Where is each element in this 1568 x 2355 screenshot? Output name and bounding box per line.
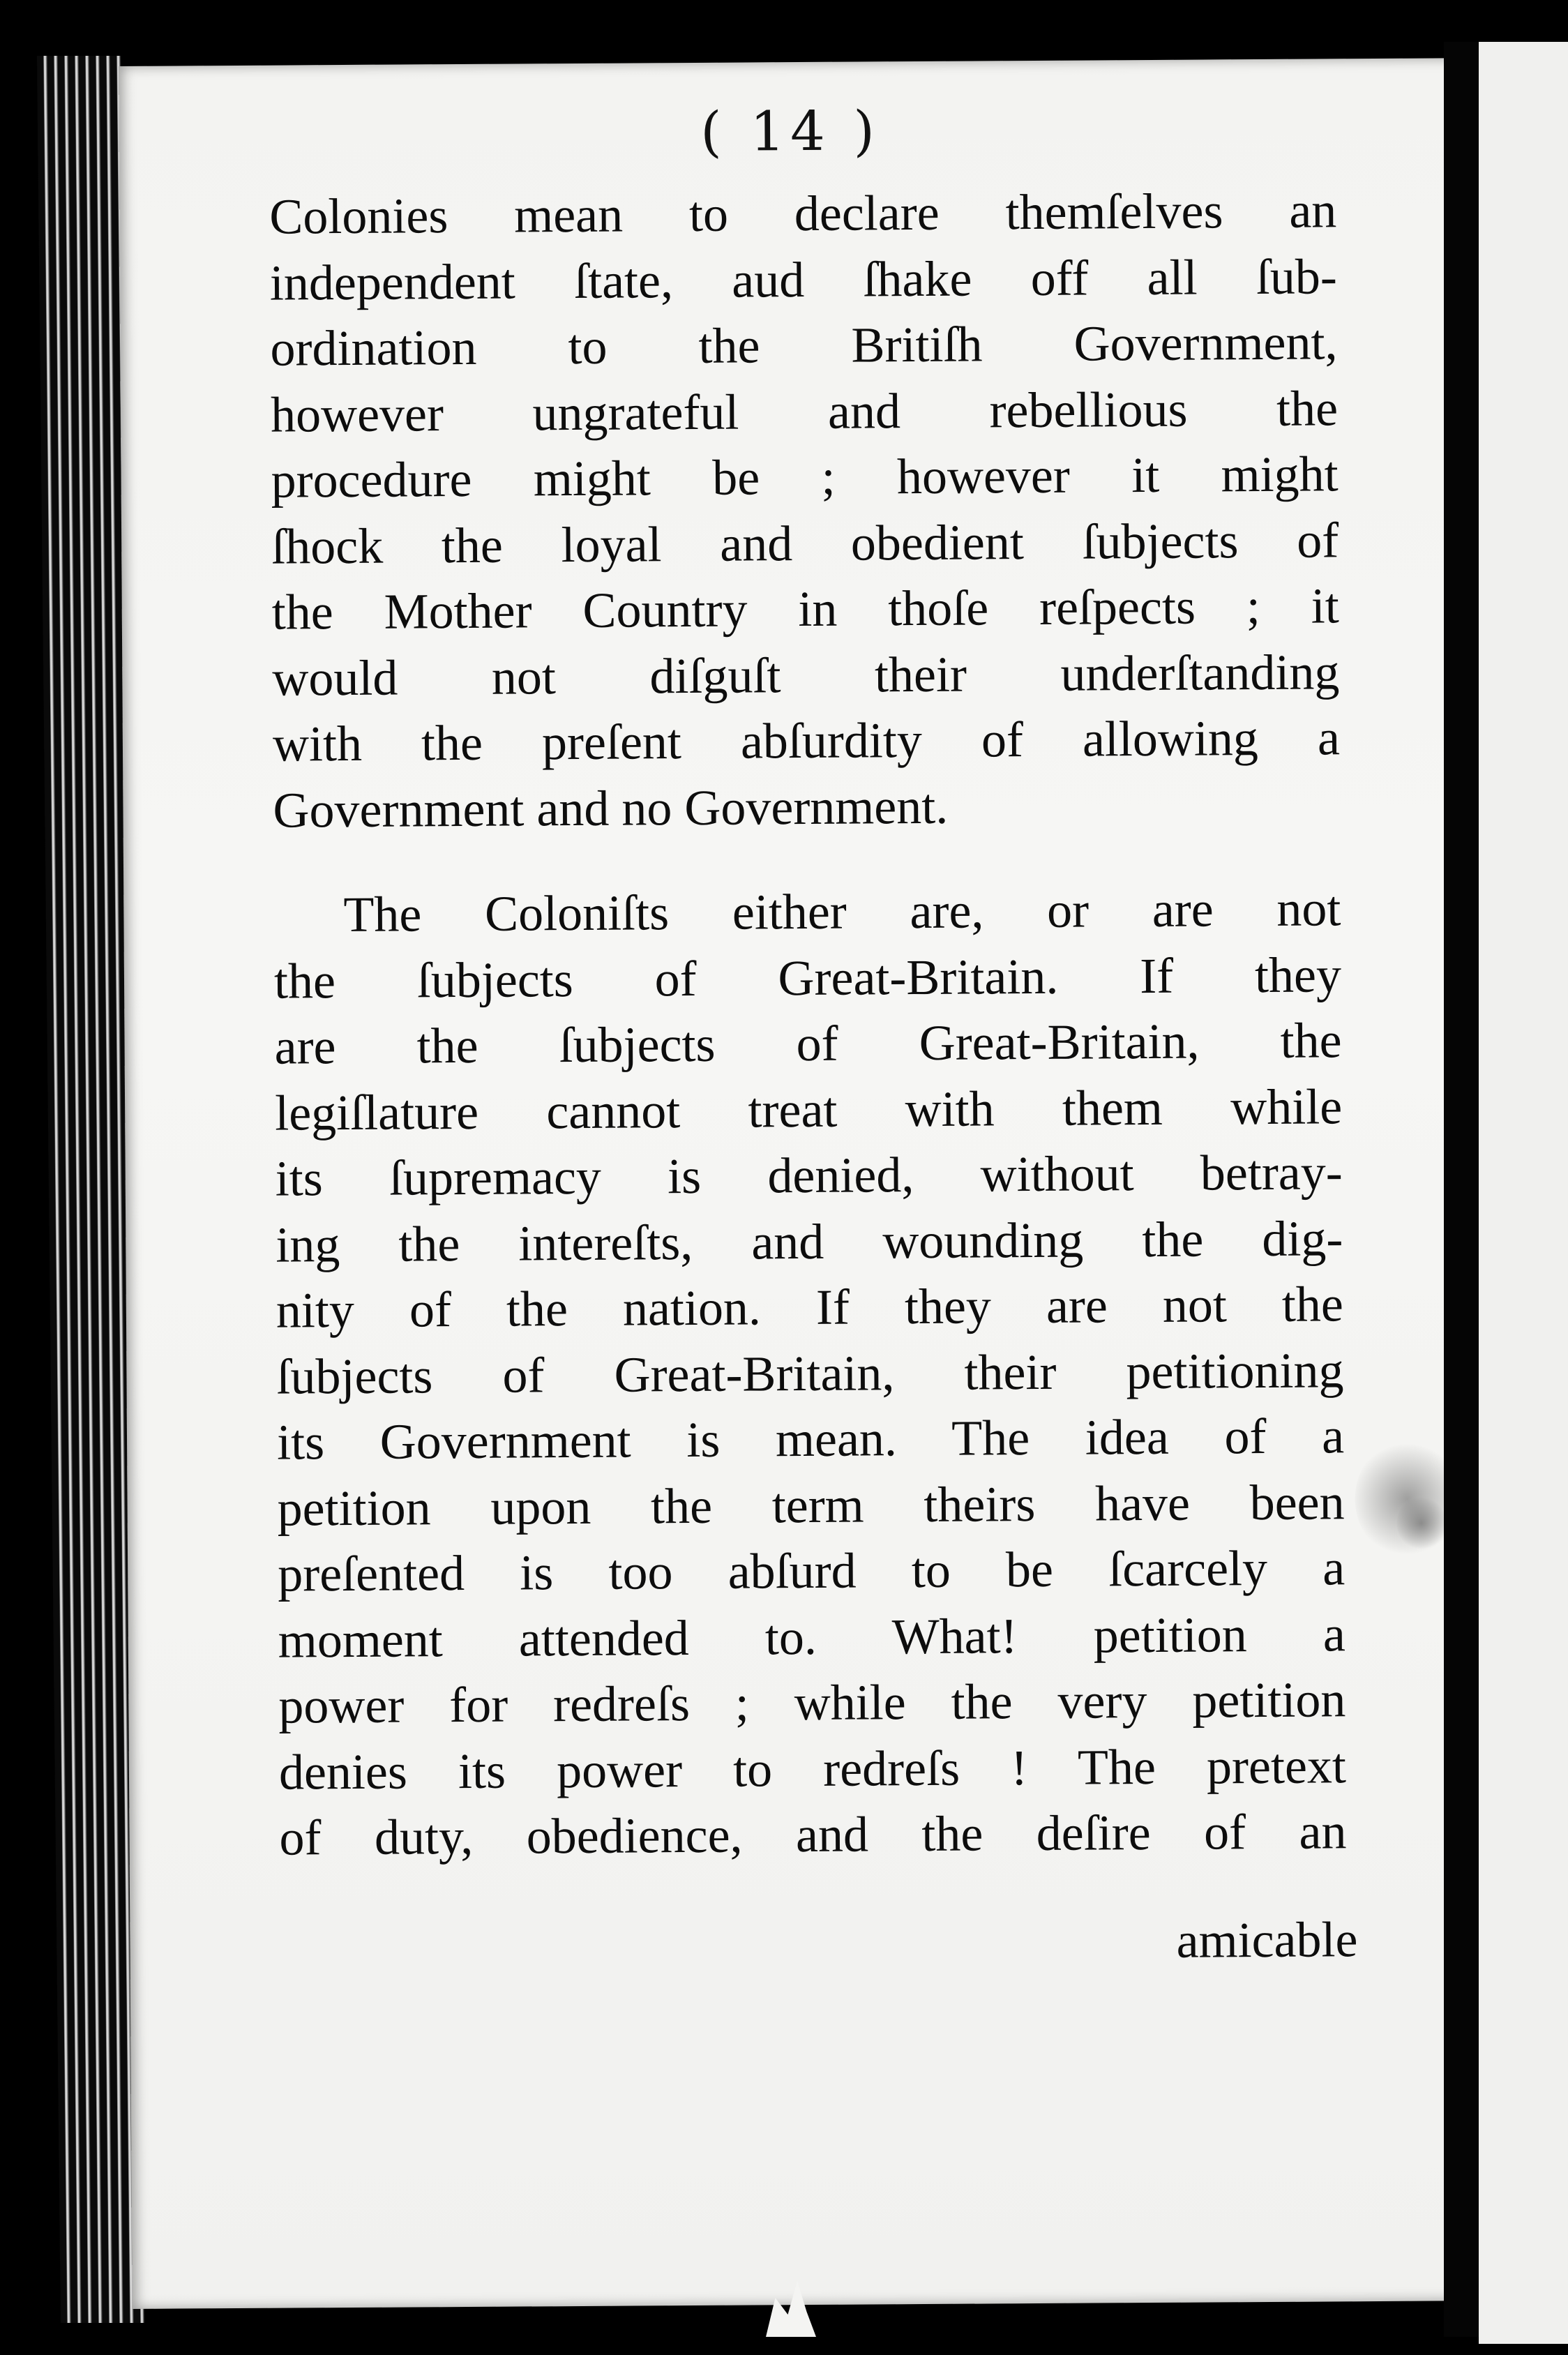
text-line: The Coloniſts either are, or are not (343, 880, 1341, 943)
text-line: of duty, obedience, and the deſire of an (279, 1803, 1347, 1866)
text-line: ing the intereſts, and wounding the dig- (276, 1210, 1343, 1273)
text-line: nity of the nation. If they are not the (276, 1276, 1344, 1339)
text-line: its ſupremacy is denied, without betray- (275, 1144, 1343, 1207)
text-line: with the preſent abſurdity of allowing a (272, 709, 1341, 772)
text-line: Colonies mean to declare themſelves an (269, 182, 1337, 245)
text-line: would not diſguſt their underſtanding (272, 643, 1340, 707)
text-line: moment attended to. What! petition a (278, 1605, 1346, 1669)
text-line: ſhock the loyal and obedient ſubjects of (271, 511, 1339, 575)
paragraph-1 (269, 177, 1341, 843)
text-line: are the ſubjects of Great-Britain, the (274, 1012, 1342, 1075)
page-number: ( 14 ) (700, 100, 881, 164)
text-line: independent ſtate, aud ſhake off all ſub- (269, 248, 1338, 311)
text-line: however ungrateful and rebellious the (270, 379, 1339, 443)
text-line: the Mother Country in thoſe reſpects ; it (271, 578, 1340, 640)
body-text (269, 177, 1347, 1871)
page-gutter (1444, 42, 1479, 2337)
text-line: denies its power to redreſs ! The pretext (278, 1737, 1347, 1800)
text-line: its Government is mean. The idea of a (276, 1408, 1345, 1470)
book-page (119, 58, 1475, 2309)
text-line: the ſubjects of Great-Britain. If they (273, 946, 1342, 1009)
paragraph-2 (273, 875, 1347, 1871)
text-line: petition upon the term theirs have been (277, 1473, 1345, 1537)
text-line: ordination to the Britiſh Government, (270, 314, 1338, 377)
text-line: Government and no Government. (273, 778, 949, 838)
facing-page-edge (1479, 42, 1568, 2344)
text-line: ſubjects of Great-Britain, their petitioning (276, 1341, 1344, 1405)
ink-blot (1397, 1495, 1446, 1551)
text-line: power for redreſs ; while the very petition (278, 1671, 1346, 1734)
text-line: legiſlature cannot treat with them while (274, 1078, 1343, 1141)
catchword: amicable (1176, 1911, 1358, 1969)
text-line: preſented is too abſurd to be ſcarcely a (277, 1540, 1345, 1602)
text-line: procedure might be ; however it might (271, 446, 1339, 509)
